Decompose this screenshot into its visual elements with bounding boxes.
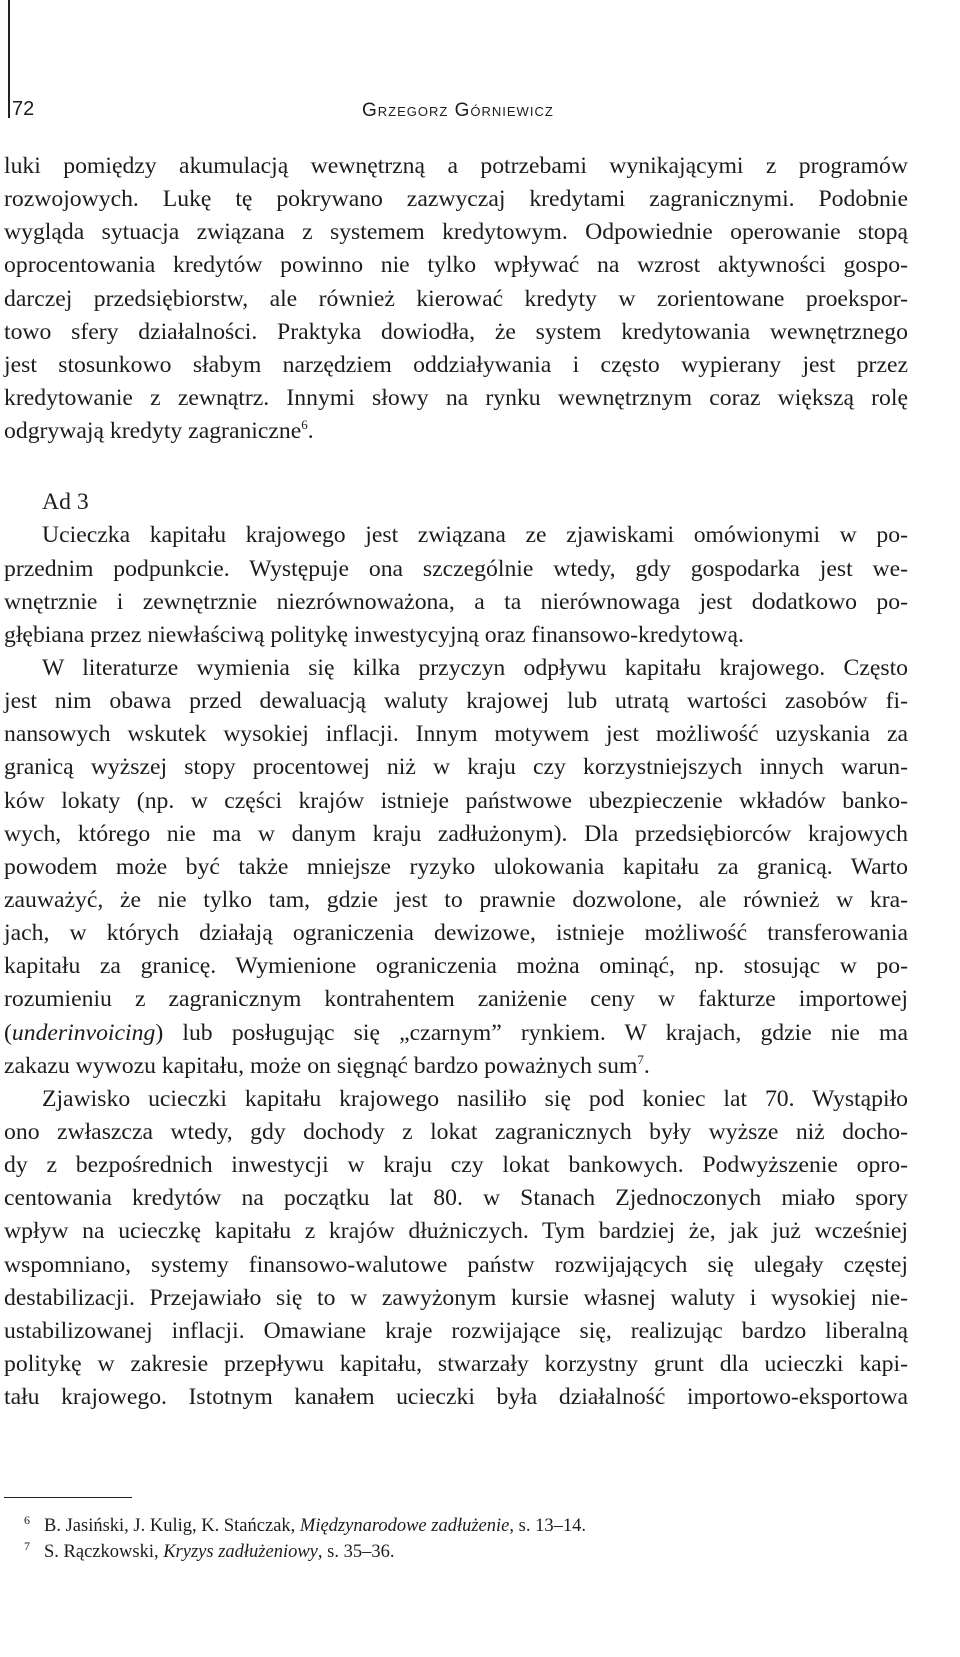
text-fragment: . xyxy=(307,418,314,445)
text-line: wspomniano, systemy finansowo-walutowe państw rozwijających się ulegały częstej xyxy=(4,1251,908,1278)
paragraph-1 xyxy=(4,150,908,448)
body-text xyxy=(4,150,908,1414)
margin-rule xyxy=(8,0,10,118)
footnote-title: Międzynarodowe zadłużenie xyxy=(299,1516,510,1536)
footnote-text: , s. 13–14. xyxy=(509,1516,586,1536)
text-line: rozumieniu z zagranicznym kontrahentem zaniżenie ceny w fakturze importowej xyxy=(4,986,908,1013)
text-line xyxy=(4,1017,908,1050)
footnote-number: 6 xyxy=(24,1512,30,1527)
text-line xyxy=(4,1050,908,1083)
text-line: Zjawisko ucieczki kapitału krajowego nasiliło się pod koniec lat 70. Wystąpiło xyxy=(42,1085,908,1112)
text-fragment: odgrywają kredyty zagraniczne xyxy=(4,418,302,445)
running-head: Grzegorz Górniewicz xyxy=(362,100,554,121)
text-line: rozwojowych. Lukę tę pokrywano zazwyczaj kredytami zagranicznymi. Podobnie xyxy=(4,186,908,213)
text-line: luki pomiędzy akumulacją wewnętrzną a potrzebami wynikającymi z programów xyxy=(4,153,908,179)
text-line: wnętrznie i zewnętrznie niezrównoważona, a ta nierównowaga jest dodatkowo po- xyxy=(4,588,908,615)
text-line: wygląda sytuacja związana z systemem kredytowym. Odpowiednie operowanie stopą xyxy=(4,219,908,246)
text-line: przednim podpunkcie. Występuje ona szczególnie wtedy, gdy gospodarka jest we- xyxy=(4,555,908,582)
text-line: wpływ na ucieczkę kapitału z krajów dłużniczych. Tym bardziej że, jak już wcześniej xyxy=(4,1218,908,1245)
text-line: dy z bezpośrednich inwestycji w kraju czy lokat bankowych. Podwyższenie opro- xyxy=(4,1152,908,1179)
text-line xyxy=(4,415,908,448)
footnote-title: Kryzys zadłużeniowy xyxy=(163,1542,318,1562)
text-line: politykę w zakresie przepływu kapitału, stwarzały korzystny grunt dla ucieczki kapi- xyxy=(4,1350,908,1377)
text-line: wych, którego nie ma w danym kraju zadłużonym). Dla przedsiębiorców krajowych xyxy=(4,820,908,847)
footnote-text: B. Jasiński, J. Kulig, K. Stańczak, xyxy=(44,1516,300,1536)
text-line: głębiana przez niewłaściwą politykę inwestycyjną oraz finansowo-kredytową. xyxy=(4,621,744,648)
text-fragment: zakazu wywozu kapitału, może on sięgnąć bardzo poważnych sum xyxy=(4,1052,638,1079)
paragraph-2 xyxy=(4,519,908,652)
text-fragment: ( xyxy=(4,1019,12,1046)
footnote xyxy=(24,1513,586,1539)
footnote-number: 7 xyxy=(24,1538,30,1553)
footnote-text: , s. 35–36. xyxy=(317,1542,395,1562)
text-line: darczej przedsiębiorstw, ale również kierować kredyty w zorientowane proekspor- xyxy=(4,285,908,312)
text-line: ków lokaty (np. w części krajów istnieje państwowe ubezpieczenie wkładów banko- xyxy=(4,787,908,814)
text-line: nansowych wskutek wysokiej inflacji. Innym motywem jest możliwość uzyskania za xyxy=(4,721,908,748)
text-line: W literaturze wymienia się kilka przyczyn odpływu kapitału krajowego. Często xyxy=(42,654,908,681)
text-line: towo sfery działalności. Praktyka dowiodła, że system kredytowania wewnętrznego xyxy=(4,318,908,345)
paragraph-4 xyxy=(4,1083,908,1414)
text-line: oprocentowania kredytów powinno nie tylko wpływać na wzrost aktywności gospo- xyxy=(4,252,908,279)
text-line: jach, w których działają ograniczenia dewizowe, istnieje możliwość transferowania xyxy=(4,920,908,947)
text-line: jest nim obawa przed dewaluacją waluty krajowej lub utratą wartości zasobów fi- xyxy=(4,688,908,715)
text-line: tału krajowego. Istotnym kanałem ucieczki była działalność importowo-eksportowa xyxy=(4,1384,908,1411)
text-line: granicą wyższej stopy procentowej niż w kraju czy korzystniejszych innych warun- xyxy=(4,754,908,781)
page-number: 72 xyxy=(12,98,35,120)
text-line: kredytowanie z zewnątrz. Innymi słowy na rynku wewnętrznym coraz większą rolę xyxy=(4,384,908,411)
text-fragment: . xyxy=(643,1052,650,1079)
text-line: zauważyć, że nie tylko tam, gdzie jest to prawnie dozwolone, ale również w kra- xyxy=(4,886,908,913)
footnotes xyxy=(24,1513,586,1565)
text-line: Ucieczka kapitału krajowego jest związana ze zjawiskami omówionymi w po- xyxy=(42,522,908,549)
paragraph-3 xyxy=(4,652,908,1083)
text-line: centowania kredytów na początku lat 80. w Stanach Zjednoczonych miało spory xyxy=(4,1185,908,1212)
text-line: jest stosunkowo słabym narzędziem oddziaływania i często wypierany jest przez xyxy=(4,351,908,378)
section-heading: Ad 3 xyxy=(42,489,89,516)
footnote-ref: 6 xyxy=(301,417,308,433)
text-line: kapitału za granicę. Wymienione ograniczenia można ominąć, np. stosując w po- xyxy=(4,953,908,980)
italic-term: underinvoicing xyxy=(11,1019,156,1046)
text-line: destabilizacji. Przejawiało się to w zawyżonym kursie własnej waluty i wysokiej nie- xyxy=(4,1284,908,1311)
footnote-text: S. Rączkowski, xyxy=(44,1542,164,1562)
text-fragment: ) lub posługując się „czarnym” rynkiem. W krajach, gdzie nie ma xyxy=(155,1019,908,1046)
page-header xyxy=(12,92,932,122)
footnote-ref: 7 xyxy=(637,1051,644,1067)
text-line: ono zwłaszcza wtedy, gdy dochody z lokat zagranicznych były wyższe niż docho- xyxy=(4,1118,908,1145)
text-line: ustabilizowanej inflacji. Omawiane kraje rozwijające się, realizując bardzo liberalną xyxy=(4,1317,908,1344)
text-line: powodem może być także mniejsze ryzyko ulokowania kapitału za granicą. Warto xyxy=(4,853,908,880)
footnote-rule xyxy=(4,1497,132,1498)
footnote xyxy=(24,1539,586,1565)
